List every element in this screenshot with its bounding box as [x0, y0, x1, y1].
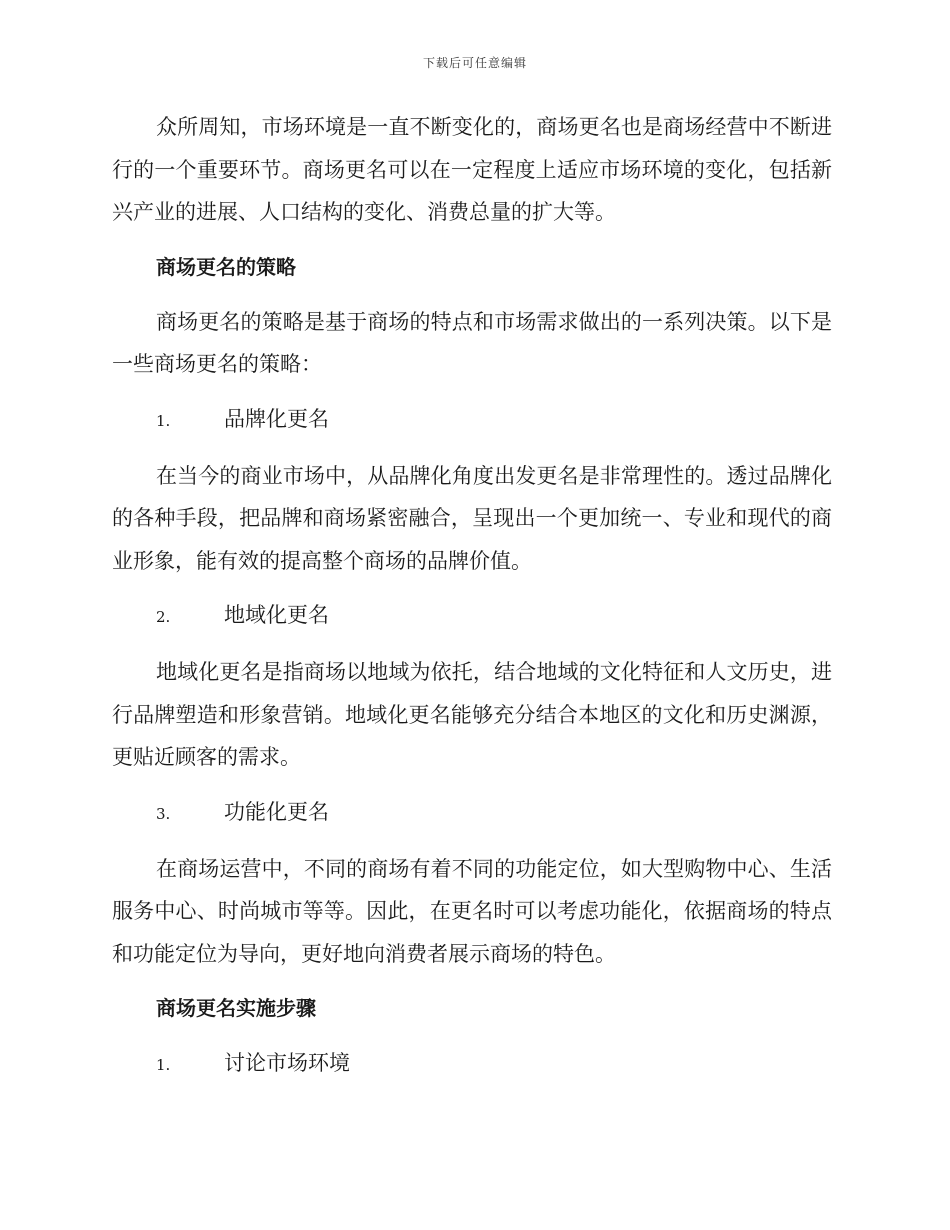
list-item-brand	[112, 398, 832, 442]
list-item-function	[112, 791, 832, 835]
paragraph-region: 地域化更名是指商场以地域为依托，结合地域的文化特征和人文历史，进行品牌塑造和形象营销。地域化更名能够充分结合本地区的文化和历史渊源，更贴近顾客的需求。	[112, 660, 832, 769]
list-number: 1.	[156, 1056, 171, 1074]
list-item-market-discussion	[112, 1042, 832, 1086]
section-heading-strategy: 商场更名的策略	[156, 254, 296, 279]
section-heading-steps: 商场更名实施步骤	[156, 996, 316, 1020]
paragraph-strategy-intro: 商场更名的策略是基于商场的特点和市场需求做出的一系列决策。以下是一些商场更名的策略：	[112, 309, 832, 376]
spacer	[112, 975, 832, 987]
paragraph-brand: 在当今的商业市场中，从品牌化角度出发更名是非常理性的。透过品牌化的各种手段，把品牌和商场紧密融合，呈现出一个更加统一、专业和现代的商业形象，能有效的提高整个商场的品牌价值。	[112, 463, 832, 573]
paragraph-intro: 众所周知，市场环境是一直不断变化的，商场更名也是商场经营中不断进行的一个重要环节。商场更名可以在一定程度上适应市场环境的变化，包括新兴产业的进展、人口结构的变化、消费总量的扩大等。	[112, 115, 832, 224]
list-item-text: 地域化更名	[224, 603, 329, 627]
list-item-text: 讨论市场环境	[224, 1051, 350, 1075]
page-header: 下载后可任意编辑	[422, 56, 527, 70]
list-item-text: 品牌化更名	[224, 406, 329, 431]
spacer	[112, 234, 832, 246]
list-item-region	[112, 594, 832, 638]
list-item-text: 功能化更名	[224, 799, 329, 824]
spacer	[112, 638, 832, 651]
spacer	[112, 442, 832, 455]
paragraph-function: 在商场运营中，不同的商场有着不同的功能定位，如大型购物中心、生活服务中心、时尚城市等等。因此，在更名时可以考虑功能化，依据商场的特点和功能定位为导向，更好地向消费者展示商场的特色。	[112, 856, 832, 966]
spacer	[112, 779, 832, 791]
spacer	[112, 386, 832, 398]
spacer	[112, 582, 832, 594]
spacer	[112, 1029, 832, 1042]
list-number: 2.	[156, 608, 171, 626]
list-number: 1.	[156, 411, 171, 430]
document-body	[112, 106, 832, 1086]
spacer	[112, 835, 832, 848]
spacer	[112, 288, 832, 301]
list-number: 3.	[156, 804, 171, 823]
